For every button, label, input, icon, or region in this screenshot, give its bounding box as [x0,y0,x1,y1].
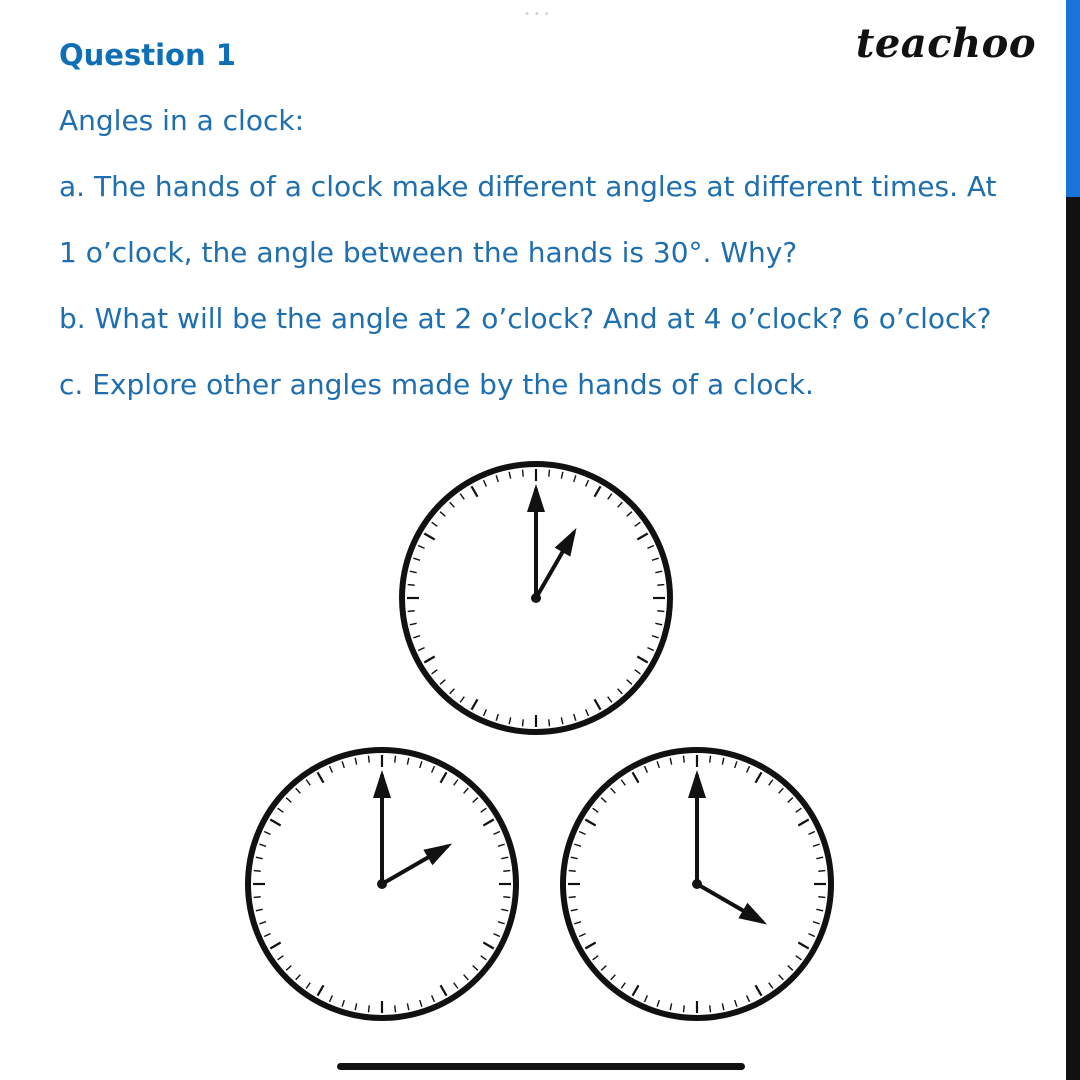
clock-2-oclock [248,750,516,1018]
question-part-a-line-2: 1 o’clock, the angle between the hands is 30°. Why? [59,236,798,269]
clock-4-oclock [563,750,831,1018]
question-part-b: b. What will be the angle at 2 o’clock? And at 4 o’clock? 6 o’clock? [59,302,992,335]
drag-handle-dots: ••• [524,9,554,20]
clock-center-pin [692,879,702,889]
clock-1-oclock [402,464,670,732]
clock-center-pin [531,593,541,603]
home-indicator[interactable] [337,1063,745,1070]
question-intro: Angles in a clock: [59,104,304,137]
brand-logo: teachoo [855,20,1036,67]
clock-center-pin [377,879,387,889]
question-part-a-line-1: a. The hands of a clock make different angles at different times. At [59,170,997,203]
question-part-c: c. Explore other angles made by the hands of a clock. [59,368,814,401]
question-title: Question 1 [59,38,236,72]
